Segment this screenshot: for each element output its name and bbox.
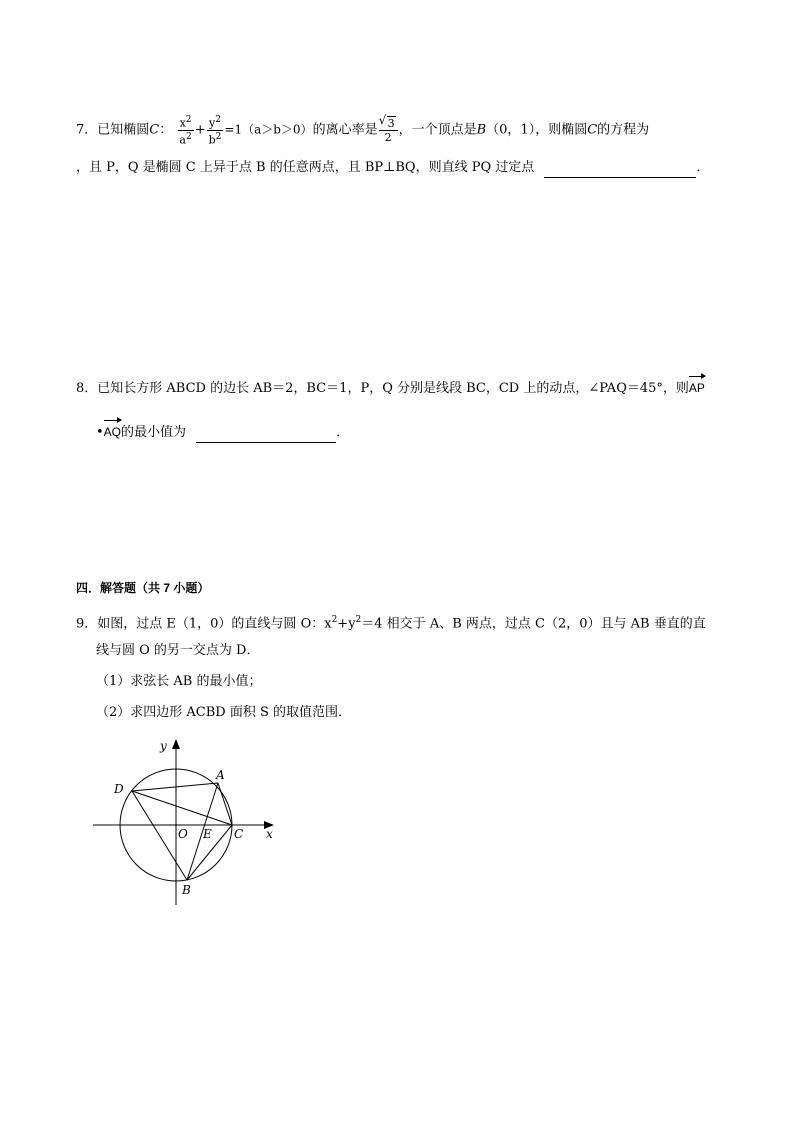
frac-sqrt3-2: √ $\frac{3}{2}$	[379, 116, 398, 144]
q9-part2: （2）求四边形 ACBD 面积 S 的取值范围．	[96, 705, 352, 720]
label-x: x	[266, 827, 273, 841]
y-axis-arrow	[172, 739, 180, 749]
frac-y2-b2: $\frac{y^2}{b^2}$	[208, 115, 222, 147]
vector-ap: AP	[689, 378, 705, 398]
vector-aq: AQ	[104, 422, 121, 442]
segment-ac	[218, 783, 232, 825]
section-heading: 四．解答题（共 7 小题）	[76, 581, 210, 595]
label-a: A	[216, 768, 225, 782]
q9-line1: 9．如图，过点 E（1，0）的直线与圆 O：$x^2+y^2=4$ 相交于 A、B 两点，过点 C（2，0）且与 AB 垂直的直	[76, 615, 706, 632]
label-b: B	[182, 883, 191, 897]
label-y: y	[160, 739, 167, 753]
label-e: E	[203, 827, 212, 841]
answer-blank-q8[interactable]	[196, 428, 336, 443]
q8-line1: 8．已知长方形 ABCD 的边长 AB＝2，BC＝1，P，Q 分别是线段 BC，CD 上的动点，∠PAQ＝45°，则AP	[76, 378, 705, 399]
frac-x2-a2: $\frac{x^2}{a^2}$	[179, 115, 192, 147]
q9-part1: （1）求弦长 AB 的最小值；	[96, 674, 262, 689]
q7-line2: ，且 P，Q 是椭圆 C 上异于点 B 的任意两点，且 BP⊥BQ，则直线 PQ 过定点 ．	[76, 158, 709, 178]
label-d: D	[114, 782, 124, 796]
label-o: O	[178, 827, 188, 841]
segment-dc	[132, 791, 232, 825]
label-c: C	[234, 827, 244, 841]
q9-line2: 线与圆 O 的另一交点为 D．	[96, 643, 260, 658]
q7-line1: 7．已知椭圆C： $\frac{x^2}{a^2}$ + $\frac{y^2}{b^2}$ =1（a＞b＞0）的离心率是 √ $\frac{3}{2}$ ，一个顶点是B（0，1），则椭圆C的方程为	[76, 114, 649, 146]
answer-blank-q7[interactable]	[544, 163, 696, 178]
segment-da	[132, 783, 218, 791]
circle-figure	[90, 735, 290, 910]
q8-line2: •AQ的最小值为 ．	[96, 422, 349, 443]
